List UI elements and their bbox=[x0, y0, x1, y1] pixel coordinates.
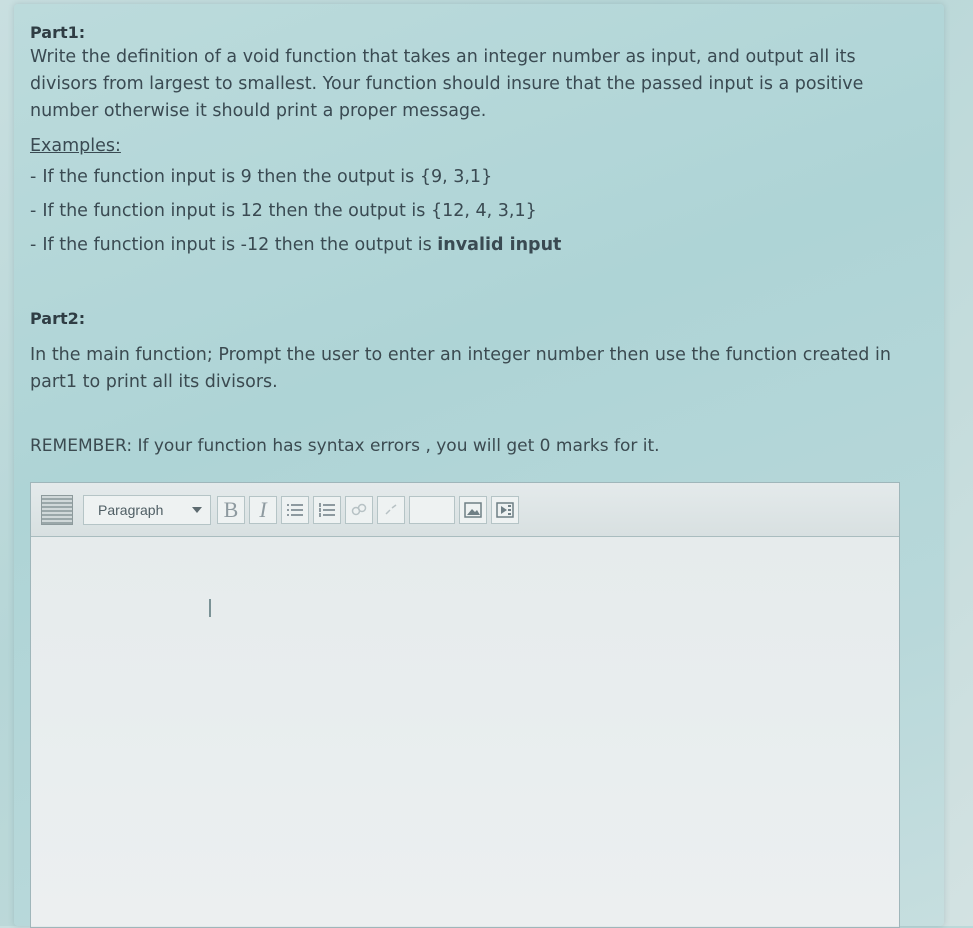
part2-description: In the main function; Prompt the user to enter an integer number then use the function created in part1 to print all its divisors. bbox=[30, 345, 891, 392]
unlink-icon[interactable] bbox=[377, 496, 405, 524]
part1-title: Part1: bbox=[30, 23, 86, 42]
example-item bbox=[30, 164, 910, 190]
example-dash: - bbox=[30, 235, 37, 255]
ordered-list-icon[interactable] bbox=[313, 496, 341, 524]
example-dash: - bbox=[30, 167, 37, 187]
paragraph-format-select[interactable] bbox=[83, 495, 211, 525]
part2-block bbox=[30, 308, 910, 396]
examples-heading: Examples: bbox=[30, 136, 121, 156]
bold-button[interactable]: B bbox=[217, 496, 245, 524]
remember-note: REMEMBER: If your function has syntax errors , you will get 0 marks for it. bbox=[30, 436, 660, 456]
editor-toolbar bbox=[31, 483, 899, 537]
example-text: If the function input is 9 then the output is {9, 3,1} bbox=[42, 167, 493, 187]
question-text bbox=[30, 22, 910, 266]
answer-editor bbox=[30, 482, 900, 928]
unordered-list-icon[interactable] bbox=[281, 496, 309, 524]
example-text: If the function input is -12 then the output is bbox=[42, 235, 438, 255]
link-icon[interactable] bbox=[345, 496, 373, 524]
example-dash: - bbox=[30, 201, 37, 221]
part2-title: Part2: bbox=[30, 309, 86, 328]
example-bold-output: invalid input bbox=[437, 235, 562, 255]
text-caret bbox=[209, 599, 211, 617]
chevron-down-icon bbox=[192, 507, 202, 513]
image-icon[interactable] bbox=[459, 496, 487, 524]
part1-description: Write the definition of a void function that takes an integer number as input, and output all its divisors from largest to smallest. Your function should insure that the passed input is a positive number otherwise it should print a proper message. bbox=[30, 47, 864, 121]
paragraph-format-value: Paragraph bbox=[98, 501, 164, 518]
example-item bbox=[30, 232, 910, 258]
italic-button[interactable]: I bbox=[249, 496, 277, 524]
editor-text-area[interactable] bbox=[31, 537, 899, 926]
example-text: If the function input is 12 then the output is {12, 4, 3,1} bbox=[42, 201, 537, 221]
example-item bbox=[30, 198, 910, 224]
spacer-button bbox=[409, 496, 455, 524]
media-icon[interactable] bbox=[491, 496, 519, 524]
toolbar-toggle-icon[interactable] bbox=[41, 495, 73, 525]
examples-list bbox=[30, 164, 910, 258]
